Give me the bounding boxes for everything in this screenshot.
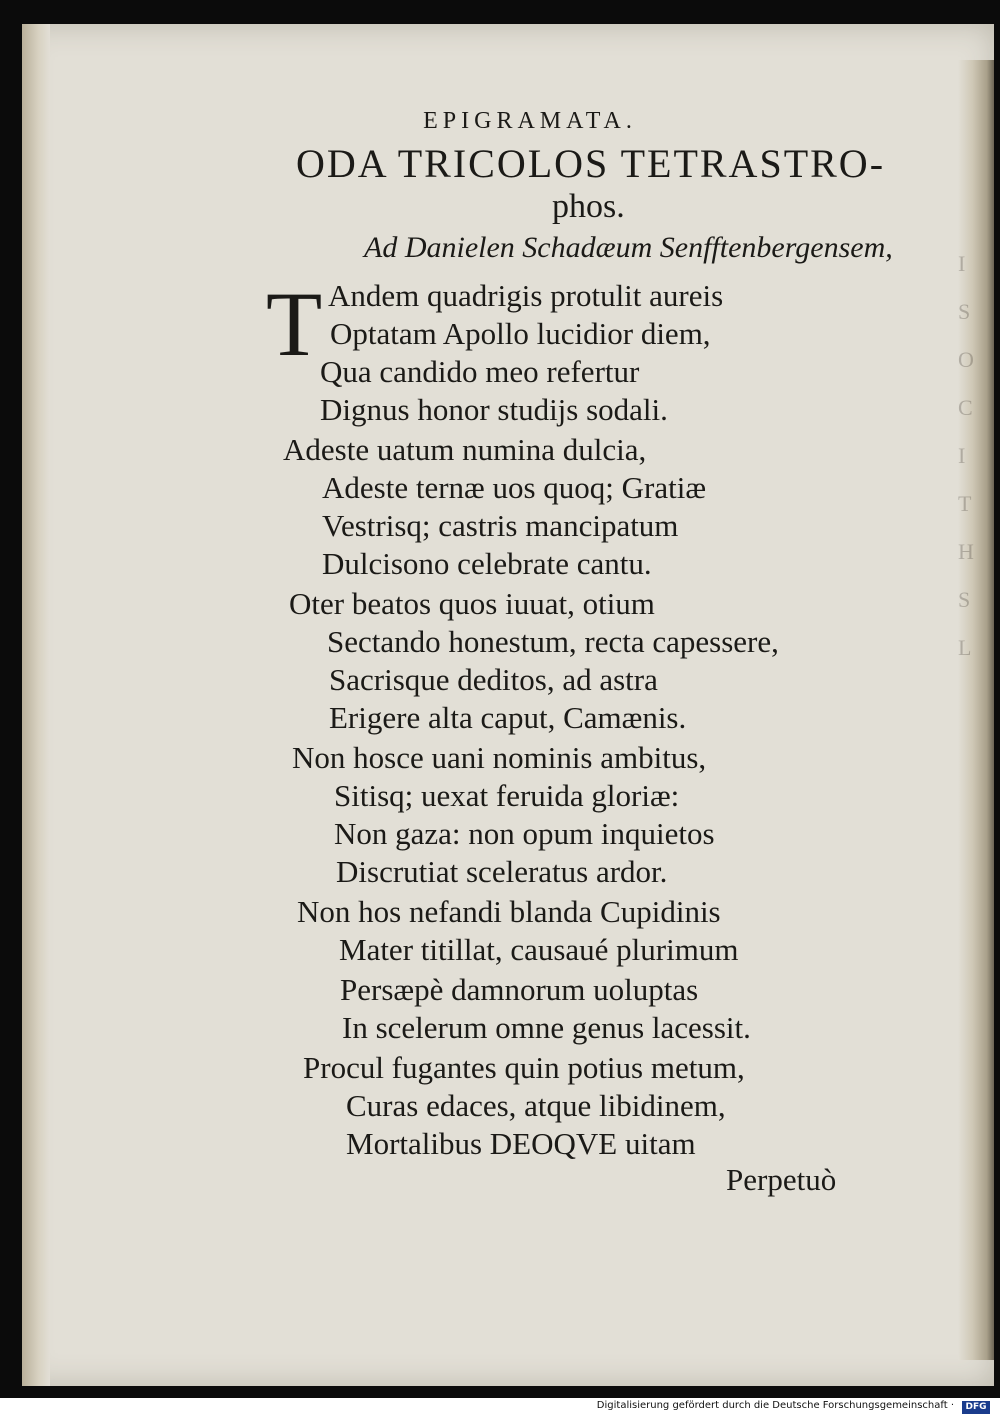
drop-capital: T	[266, 273, 323, 375]
verse-line: Non hosce uani nominis ambitus,	[292, 740, 707, 775]
verse-line: Dignus honor studijs sodali.	[320, 392, 668, 427]
dfg-logo: DFG	[962, 1401, 990, 1414]
verse-line: Sitisq; uexat feruida gloriæ:	[334, 778, 680, 813]
verse-line: In scelerum omne genus lacessit.	[342, 1010, 751, 1045]
verse-line: Dulcisono celebrate cantu.	[322, 546, 652, 581]
poem-title-continued: phos.	[552, 188, 625, 225]
verse-line: Andem quadrigis protulit aureis	[328, 278, 724, 313]
verse-line: Non hos nefandi blanda Cupidinis	[297, 894, 721, 929]
poem-title: ODA TRICOLOS TETRASTRO-	[296, 141, 886, 186]
verse-line: Discrutiat sceleratus ardor.	[336, 854, 668, 889]
verse-line: Procul fugantes quin potius metum,	[303, 1050, 745, 1085]
verse-line: Adeste uatum numina dulcia,	[283, 432, 647, 467]
verse-line: Non gaza: non opum inquietos	[334, 816, 715, 851]
show-through-bleed: I S O C I T H S L	[958, 251, 974, 660]
dedication: Ad Danielen Schadæum Senfftenbergensem,	[364, 231, 893, 264]
verse-line: Mater titillat, causaué plurimum	[339, 932, 739, 967]
verse-line: Sectando honestum, recta capessere,	[327, 624, 779, 659]
footer-bar	[0, 1398, 1000, 1418]
verse-line: Optatam Apollo lucidior diem,	[330, 316, 711, 351]
verse-line: Qua candido meo refertur	[320, 354, 640, 389]
verse-line: Curas edaces, atque libidinem,	[346, 1088, 726, 1123]
verse-line: Oter beatos quos iuuat, otium	[289, 586, 655, 621]
catchword: Perpetuò	[726, 1162, 837, 1197]
verse-line: Persæpè damnorum uoluptas	[340, 972, 699, 1007]
verse-line: Adeste ternæ uos quoq; Gratiæ	[322, 470, 707, 505]
page-gutter-shadow	[22, 24, 50, 1386]
verse-line: Erigere alta caput, Camænis.	[329, 700, 687, 735]
verse-line: Mortalibus DEOQVE uitam	[346, 1126, 696, 1161]
funding-credit: Digitalisierung gefördert durch die Deutsche Forschungsgemeinschaft ·	[596, 1400, 954, 1411]
verse-line: Sacrisque deditos, ad astra	[329, 662, 658, 697]
verse-line: Vestrisq; castris mancipatum	[322, 508, 679, 543]
running-head: EPIGRAMATA.	[423, 108, 637, 134]
